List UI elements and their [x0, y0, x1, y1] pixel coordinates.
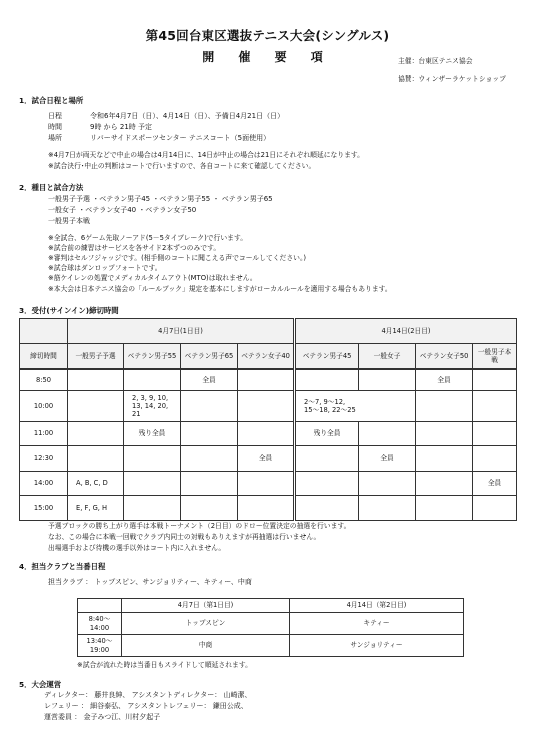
day1-header: 4月7日(1日目): [68, 319, 295, 344]
rule-note: ※審判はセルフジャッジです。(相手側のコートに聞こえる声でコールしてください。): [48, 254, 306, 262]
duty-slot: [78, 613, 122, 635]
duty-club: トップスピン: [122, 613, 290, 635]
place-label: 場所: [48, 134, 62, 142]
rule-note: ※全試合、6ゲーム先取ノーアド(5－5タイブレーク)で行います。: [48, 234, 247, 242]
committee-line: 運営委員 ： 金子みつ江、川村夕起子: [44, 713, 161, 721]
signin-cell: [124, 391, 181, 422]
table-row: [20, 369, 517, 391]
court-entry-note: 出場選手および待機の選手以外はコート内に入れません。: [48, 544, 226, 552]
day2-header: 4月14日(2日目): [295, 319, 517, 344]
redraw-note: なお、この場合に本戦一回戦でクラブ内同士の対戦もありえますが再抽選は行いません。: [48, 533, 321, 541]
slot-start: 13:40～: [86, 637, 113, 646]
signin-cell: 全員: [473, 472, 517, 496]
section-4-heading: 4．担当クラブと当番日程: [19, 562, 106, 571]
sponsor: 協賛：ウィンザーラケットショップ: [398, 75, 506, 83]
duty-day1-header: 4月7日（第1日目): [122, 599, 290, 613]
table-row: [78, 635, 464, 657]
table-row: [20, 422, 517, 446]
duty-club: サンジョリティー: [290, 635, 464, 657]
draw-numbers-line-2: 15～18, 22～25: [304, 406, 356, 414]
date-value: 令和6年4月7日（日）、4月14日（日）、予備日4月21日（日）: [90, 112, 285, 120]
time-value: 9時 から 21時 予定: [90, 123, 153, 131]
events-line-1: 一般男子予選 ・ベテラン男子45 ・ベテラン男子55 ・ ベテラン男子65: [48, 195, 273, 203]
decision-note: ※試合決行･中止の判断はコートで行いますので、各自コートに来て確認してください。: [48, 162, 316, 170]
draw-note: 予選ブロックの勝ち上がり選手は本戦トーナメント（2日目）のドロー位置決定の抽選を行います。: [48, 522, 351, 530]
table-row: [20, 472, 517, 496]
signin-cell: 全員: [238, 446, 295, 472]
event-header: 一般男子予選: [68, 344, 124, 369]
signin-cell: 全員: [416, 369, 473, 391]
table-row: [20, 496, 517, 521]
time-column-header: 締切時間: [20, 344, 68, 369]
slot-end: 19:00: [89, 645, 110, 654]
time-cell: 12:30: [20, 446, 68, 472]
referee-line: レフェリー ： 細谷泰弘、 アシスタントレフェリー： 鎌田公成、: [44, 702, 248, 710]
time-label: 時間: [48, 123, 62, 131]
signin-cell: 残り全員: [124, 422, 181, 446]
table-row: [20, 446, 517, 472]
place-value: リバーサイドスポーツセンター テニスコート（5面使用）: [90, 134, 271, 142]
signin-deadline-table: [19, 318, 517, 521]
rule-note: ※試合球はダンロップフォートです。: [48, 264, 162, 272]
event-header: ベテラン男子55: [124, 344, 181, 369]
duty-slide-note: ※試合が流れた時は当番日もスライドして順延されます。: [77, 661, 252, 669]
signin-cell: E, F, G, H: [68, 496, 124, 521]
host-organization: 主催：台東区テニス協会: [398, 57, 473, 65]
section-5-heading: 5．大会運営: [19, 680, 62, 689]
schedule-time-row: [48, 123, 152, 132]
corner-cell: [20, 319, 68, 344]
postponement-note: ※4月7日が両天などで中止の場合は4月14日に、14日が中止の場合は21日にそれぞれ順延になります。: [48, 151, 364, 159]
draw-numbers-line-1: 2, 3, 9, 10,: [132, 393, 169, 402]
events-line-3: 一般男子本戦: [48, 217, 90, 225]
time-cell: 15:00: [20, 496, 68, 521]
section-1-heading: 1．試合日程と場所: [19, 96, 84, 105]
signin-cell: 残り全員: [295, 422, 359, 446]
time-cell: 8:50: [20, 369, 68, 391]
table-row: [20, 391, 517, 422]
rule-note: ※本大会は日本テニス協会の「ルールブック」規定を基本にしますがローカルルールを適用する場合もあります。: [48, 285, 392, 293]
event-header: ベテラン女子40: [238, 344, 295, 369]
event-header: ベテラン男子45: [295, 344, 359, 369]
table-row: [78, 613, 464, 635]
signin-cell: A, B, C, D: [68, 472, 124, 496]
schedule-place-row: [48, 134, 270, 143]
date-label: 日程: [48, 112, 62, 120]
signin-cell: 全員: [359, 446, 416, 472]
rule-note: ※試合前の練習はサービスを各サイド2本ずつのみです。: [48, 244, 221, 252]
time-cell: 11:00: [20, 422, 68, 446]
duty-slot: [78, 635, 122, 657]
document-title: 第45回台東区選抜テニス大会(シングルス): [145, 28, 390, 43]
duty-schedule-table: [77, 598, 464, 657]
draw-numbers-line-2: 13, 14, 20, 21: [132, 401, 169, 419]
time-cell: 10:00: [20, 391, 68, 422]
schedule-date-row: [48, 112, 284, 121]
event-header: 一般女子: [359, 344, 416, 369]
section-2-heading: 2．種目と試合方法: [19, 183, 84, 192]
duty-club: 中商: [122, 635, 290, 657]
duty-club: キティー: [290, 613, 464, 635]
signin-cell: [295, 391, 416, 422]
signin-cell: 全員: [181, 369, 238, 391]
slot-end: 14:00: [89, 623, 110, 632]
section-3-heading: 3．受付(サインイン)締切時間: [19, 306, 119, 315]
event-header: 一般男子本戦: [473, 344, 517, 369]
event-header: ベテラン男子65: [181, 344, 238, 369]
assigned-clubs: 担当クラブ ： トップスピン、サンジョリティー、キティー、中商: [48, 578, 252, 586]
director-line: ディレクター： 藤井良紳、 アシスタントディレクター： 山崎潔、: [44, 691, 252, 699]
rule-note: ※筋ケイレンの処置でメディカルタイムアウト(MTO)は取れません。: [48, 274, 257, 282]
slot-start: 8:40～: [88, 615, 111, 624]
event-header: ベテラン女子50: [416, 344, 473, 369]
duty-day2-header: 4月14日（第2日目): [290, 599, 464, 613]
events-line-2: 一般女子 ・ベテラン女子40 ・ベテラン女子50: [48, 206, 197, 214]
time-cell: 14:00: [20, 472, 68, 496]
draw-numbers-line-1: 2～7, 9～12,: [304, 397, 346, 406]
document-subtitle: 開 催 要 項: [202, 50, 333, 64]
